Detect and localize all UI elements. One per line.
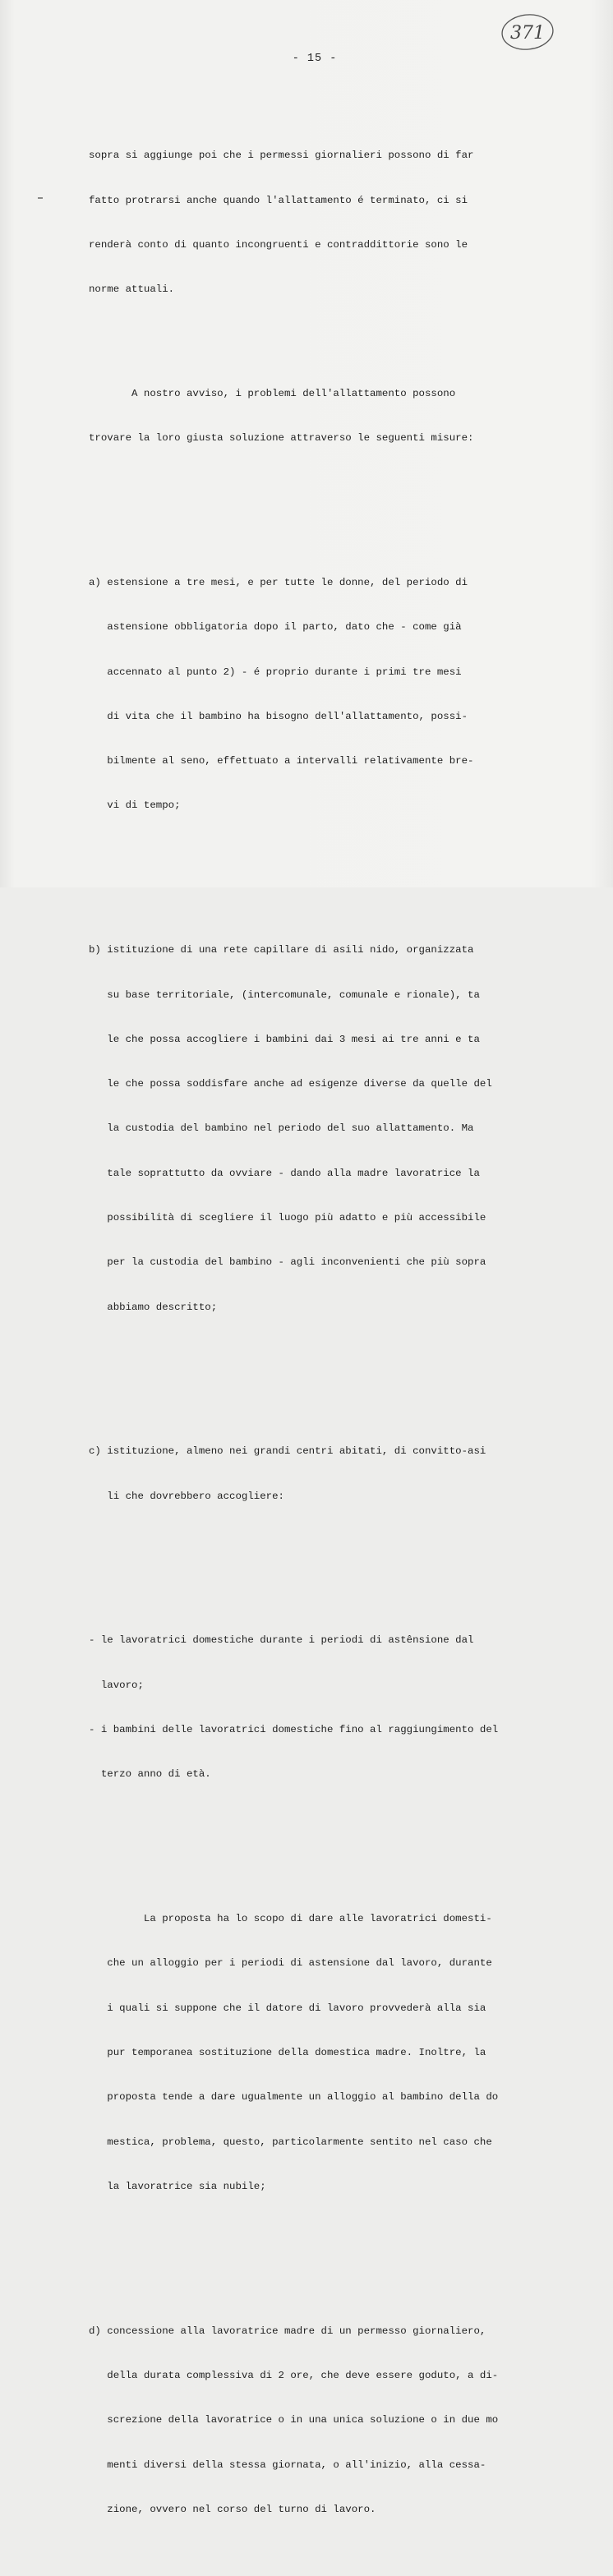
text-line: i quali si suppone che il datore di lavoro provvederà alla sia [89, 2002, 486, 2014]
text-line: astensione obbligatoria dopo il parto, dato che - come già [89, 621, 462, 634]
text-line: li che dovrebbero accogliere: [89, 1490, 284, 1502]
item-d [89, 2294, 590, 2547]
text-line: pur temporanea sostituzione della domestica madre. Inoltre, la [89, 2047, 486, 2058]
text-line: le che possa soddisfare anche ad esigenze diverse da quelle del [89, 1078, 492, 1090]
text-line: fatto protrarsi anche quando l'allattamento é terminato, ci si [89, 194, 468, 206]
text-line: la custodia del bambino nel periodo del suo allattamento. Ma [89, 1122, 474, 1135]
item-a [89, 546, 590, 843]
text-line: le che possa accogliere i bambini dai 3 mesi ai tre anni e ta [89, 1033, 480, 1045]
text-line: zione, ovvero nel corso del turno di lavoro. [89, 2503, 376, 2515]
page-number: - 15 - [292, 53, 338, 65]
text-line: menti diversi della stessa giornata, o all'inizio, alla cessa- [89, 2458, 486, 2471]
text-line: A nostro avviso, i problemi dell'allattamento possono [89, 387, 456, 399]
list-item: terzo anno di età. [89, 1768, 211, 1781]
text-line: di vita che il bambino ha bisogno dell'allattamento, possi- [89, 710, 468, 722]
text-line: tale soprattutto da ovviare - dando alla madre lavoratrice la [89, 1167, 480, 1179]
paragraph-intro [89, 118, 590, 326]
text-line: norme attuali. [89, 283, 175, 296]
text-line: proposta tende a dare ugualmente un alloggio al bambino della do [89, 2091, 499, 2104]
text-line: accennato al punto 2) - é proprio durante i primi tre mesi [89, 666, 462, 678]
text-line: d) concessione alla lavoratrice madre di un permesso giornaliero, [89, 2325, 486, 2337]
text-line: a) estensione a tre mesi, e per tutte le donne, del periodo di [89, 577, 468, 588]
text-line: screzione della lavoratrice o in una unica soluzione o in due mo [89, 2414, 499, 2426]
text-line: sopra si aggiunge poi che i permessi giornalieri possono di far [89, 150, 474, 162]
list-item: - i bambini delle lavoratrici domestiche fino al raggiungimento del [89, 1724, 499, 1736]
text-line: su base territoriale, (intercomunale, comunale e rionale), ta [89, 988, 480, 1001]
text-line: La proposta ha lo scopo di dare alle lavoratrici domesti- [89, 1913, 492, 1925]
text-line: renderà conto di quanto incongruenti e contraddittorie sono le [89, 238, 468, 251]
item-b [89, 913, 590, 1344]
text-line: della durata complessiva di 2 ore, che deve essere goduto, a di- [89, 2369, 499, 2381]
text-line: per la custodia del bambino - agli inconvenienti che più sopra [89, 1256, 486, 1269]
text-line: la lavoratrice sia nubile; [89, 2180, 266, 2192]
paragraph-proposta [89, 1882, 590, 2223]
text-line: c) istituzione, almeno nei grandi centri abitati, di convitto-asi [89, 1445, 486, 1458]
document-body [89, 89, 590, 2576]
text-line: possibilità di scegliere il luogo più adatto e più accessibile [89, 1211, 486, 1223]
list-item: lavoro; [89, 1679, 144, 1691]
text-line: mestica, problema, questo, particolarmente sentito nel caso che [89, 2136, 492, 2148]
archive-stamp-number: 371 [510, 23, 545, 44]
text-line: bilmente al seno, effettuato a intervalli relativamente bre- [89, 755, 474, 767]
list-item: - le lavoratrici domestiche durante i periodi di astênsione dal [89, 1634, 474, 1647]
text-line: che un alloggio per i periodi di astensione dal lavoro, durante [89, 1957, 492, 1970]
archive-stamp-circle [500, 12, 555, 53]
item-c-list [89, 1603, 590, 1811]
text-line: vi di tempo; [89, 800, 181, 812]
paragraph-avviso [89, 357, 590, 476]
text-line: trovare la loro giusta soluzione attraverso le seguenti misure: [89, 432, 474, 445]
item-c [89, 1414, 590, 1533]
text-line: b) istituzione di una rete capillare di asili nido, organizzata [89, 944, 474, 956]
text-line: abbiamo descritto; [89, 1301, 218, 1313]
margin-mark [38, 197, 43, 199]
archive-stamp [500, 12, 555, 53]
